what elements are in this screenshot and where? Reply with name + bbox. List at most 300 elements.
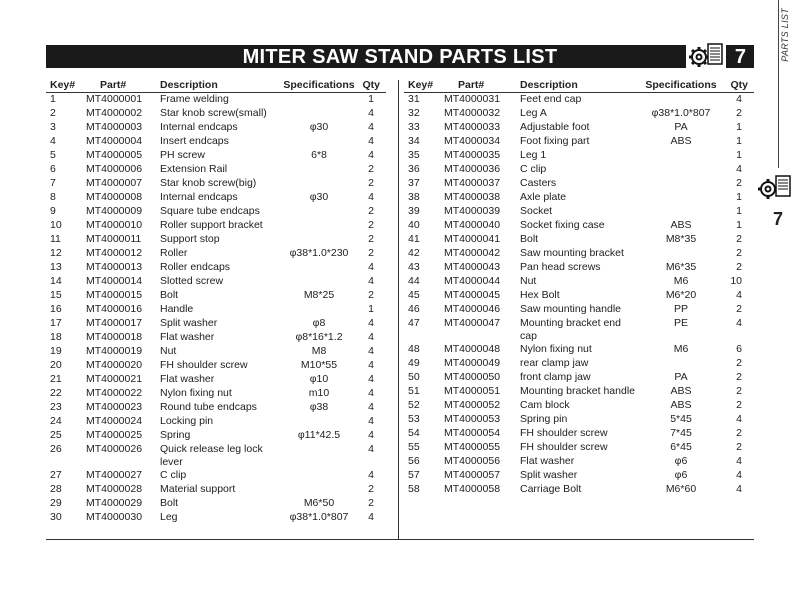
part-quantity: 4: [368, 121, 374, 133]
part-quantity: 4: [736, 483, 742, 495]
part-key: 27: [50, 469, 62, 481]
part-quantity: 4: [368, 359, 374, 371]
part-quantity: 2: [736, 303, 742, 315]
table-row: [46, 345, 386, 359]
part-key: 24: [50, 415, 62, 427]
table-row: [46, 303, 386, 317]
part-specification: [280, 415, 358, 429]
part-key: 19: [50, 345, 62, 357]
part-key: 58: [408, 483, 420, 495]
part-quantity: 4: [368, 511, 374, 523]
table-row: [46, 177, 386, 191]
part-number: MT4000009: [86, 205, 143, 217]
table-row: [46, 401, 386, 415]
part-quantity: 2: [736, 427, 742, 439]
part-description: Feet end cap: [520, 93, 582, 105]
table-row: [46, 373, 386, 387]
section-number: 7: [734, 46, 746, 68]
part-specification: 6*45: [670, 441, 692, 453]
part-specification: M6: [673, 275, 689, 287]
side-tab-line: [778, 0, 779, 168]
part-quantity: 2: [368, 497, 374, 509]
part-specification: φ38*1.0*807: [289, 511, 349, 523]
part-quantity: 4: [368, 317, 374, 329]
part-description: Flat washer: [160, 331, 215, 343]
part-quantity: 4: [368, 331, 374, 343]
part-description: C clip: [160, 469, 187, 481]
part-specification: ABS: [670, 399, 692, 411]
table-row: [46, 331, 386, 345]
part-key: 11: [50, 233, 61, 245]
part-key: 9: [50, 205, 56, 217]
part-specification: PA: [674, 121, 688, 133]
header-qty: Qty: [724, 79, 754, 93]
header-description: Description: [520, 79, 638, 93]
part-quantity: 2: [368, 163, 374, 175]
part-description: Spring: [160, 429, 191, 441]
table-row: [404, 205, 754, 219]
part-number: MT4000011: [86, 233, 142, 245]
part-description: Slotted screw: [160, 275, 224, 287]
part-quantity: 1: [736, 219, 742, 231]
table-row: [46, 121, 386, 135]
part-description: Saw mounting handle: [520, 303, 621, 315]
part-description: Star knob screw(small): [160, 107, 267, 119]
table-row: [404, 135, 754, 149]
part-specification: [280, 469, 358, 483]
part-description: Support stop: [160, 233, 220, 245]
part-quantity: 1: [736, 135, 742, 147]
part-number: MT4000014: [86, 275, 143, 287]
part-specification: φ8: [312, 317, 326, 329]
table-row: [404, 343, 754, 357]
part-number: MT4000039: [444, 205, 501, 217]
part-description: Handle: [160, 303, 194, 315]
part-description: Roller endcaps: [160, 261, 231, 273]
part-description: Frame welding: [160, 93, 229, 105]
part-number: MT4000044: [444, 275, 501, 287]
part-number: MT4000020: [86, 359, 143, 371]
part-number: MT4000042: [444, 247, 501, 259]
part-number: MT4000048: [444, 343, 501, 355]
part-specification: [638, 149, 724, 163]
part-number: MT4000036: [444, 163, 501, 175]
part-key: 12: [50, 247, 62, 259]
header-part: Part#: [84, 79, 160, 93]
part-quantity: 2: [736, 371, 742, 383]
table-row: [404, 247, 754, 261]
part-number: MT4000050: [444, 371, 501, 383]
part-key: 32: [408, 107, 420, 119]
title-bar: [46, 45, 754, 68]
table-row: [46, 233, 386, 247]
part-key: 49: [408, 357, 420, 369]
part-quantity: 4: [368, 415, 374, 427]
part-description: Hex Bolt: [520, 289, 560, 301]
table-row: [46, 149, 386, 163]
table-row: [46, 93, 386, 108]
part-key: 53: [408, 413, 420, 425]
part-number: MT4000046: [444, 303, 501, 315]
part-number: MT4000018: [86, 331, 143, 343]
part-description: Roller: [160, 247, 188, 259]
part-specification: M6*20: [665, 289, 697, 301]
part-key: 48: [408, 343, 420, 355]
part-key: 31: [408, 93, 420, 105]
table-row: [46, 163, 386, 177]
part-specification: φ10: [309, 373, 329, 385]
part-quantity: 4: [368, 373, 374, 385]
part-description: Internal endcaps: [160, 121, 238, 133]
part-number: MT4000041: [444, 233, 501, 245]
part-number: MT4000004: [86, 135, 143, 147]
part-key: 13: [50, 261, 62, 273]
part-number: MT4000027: [86, 469, 143, 481]
table-row: [404, 233, 754, 247]
part-specification: M6*50: [303, 497, 335, 509]
part-description: Foot fixing part: [520, 135, 590, 147]
part-specification: m10: [308, 387, 330, 399]
part-key: 22: [50, 387, 62, 399]
part-number: MT4000034: [444, 135, 501, 147]
table-row: [404, 469, 754, 483]
part-specification: M10*55: [300, 359, 338, 371]
part-number: MT4000038: [444, 191, 501, 203]
part-key: 1: [50, 93, 56, 105]
part-key: 30: [50, 511, 62, 523]
part-key: 21: [50, 373, 62, 385]
table-row: [46, 483, 386, 497]
column-divider: [398, 80, 399, 540]
part-number: MT4000052: [444, 399, 501, 411]
part-specification: φ11*42.5: [297, 429, 341, 441]
table-row: [46, 289, 386, 303]
part-quantity: 2: [368, 247, 374, 259]
part-number: MT4000056: [444, 455, 501, 467]
table-row: [46, 191, 386, 205]
part-key: 41: [408, 233, 420, 245]
part-quantity: 1: [736, 149, 742, 161]
part-specification: [638, 93, 724, 108]
part-number: MT4000030: [86, 511, 143, 523]
part-number: MT4000010: [86, 219, 143, 231]
part-number: MT4000013: [86, 261, 143, 273]
part-description: Round tube endcaps: [160, 401, 257, 413]
part-quantity: 1: [736, 121, 742, 133]
part-specification: [638, 205, 724, 219]
part-description: Carriage Bolt: [520, 483, 582, 495]
part-number: MT4000057: [444, 469, 501, 481]
part-key: 39: [408, 205, 420, 217]
part-number: MT4000032: [444, 107, 501, 119]
part-number: MT4000047: [444, 317, 501, 329]
part-quantity: 2: [736, 261, 742, 273]
table-row: [404, 163, 754, 177]
part-description: Casters: [520, 177, 557, 189]
part-quantity: 2: [368, 205, 374, 217]
part-specification: PE: [673, 317, 688, 329]
part-key: 14: [50, 275, 62, 287]
part-number: MT4000035: [444, 149, 501, 161]
part-key: 4: [50, 135, 56, 147]
part-quantity: 2: [736, 233, 742, 245]
part-specification: φ38*1.0*230: [289, 247, 349, 259]
part-description: FH shoulder screw: [520, 427, 608, 439]
part-quantity: 2: [368, 219, 374, 231]
table-row: [46, 107, 386, 121]
part-quantity: 4: [368, 275, 374, 287]
part-key: 26: [50, 443, 62, 455]
part-specification: [638, 163, 724, 177]
part-quantity: 2: [368, 483, 374, 495]
part-number: MT4000025: [86, 429, 143, 441]
part-specification: [280, 233, 358, 247]
part-key: 2: [50, 107, 56, 119]
part-description: Adjustable foot: [520, 121, 590, 133]
part-number: MT4000055: [444, 441, 501, 453]
part-quantity: 4: [736, 93, 742, 105]
part-key: 34: [408, 135, 420, 147]
part-quantity: 4: [736, 413, 742, 425]
part-number: MT4000033: [444, 121, 501, 133]
part-description: Axle plate: [520, 191, 567, 203]
bottom-rule: [46, 539, 754, 540]
part-quantity: 4: [736, 455, 742, 467]
part-specification: φ38: [309, 401, 329, 413]
part-specification: [638, 247, 724, 261]
part-number: MT4000045: [444, 289, 501, 301]
part-key: 52: [408, 399, 420, 411]
table-row: [46, 497, 386, 511]
part-description: Square tube endcaps: [160, 205, 260, 217]
part-specification: φ30: [309, 121, 329, 133]
part-description: Flat washer: [160, 373, 215, 385]
header-specifications: Specifications: [638, 79, 724, 93]
part-quantity: 4: [368, 191, 374, 203]
table-row: [404, 441, 754, 455]
side-section-number: 7: [773, 209, 784, 229]
part-number: MT4000037: [444, 177, 501, 189]
part-quantity: 4: [368, 345, 374, 357]
header-part: Part#: [440, 79, 520, 93]
part-key: 29: [50, 497, 62, 509]
table-row: [404, 357, 754, 371]
part-description: Pan head screws: [520, 261, 601, 273]
part-key: 28: [50, 483, 62, 495]
part-description: Mounting bracket end cap: [520, 317, 621, 342]
part-description: Socket fixing case: [520, 219, 605, 231]
side-tab-label: PARTS LIST: [780, 8, 790, 62]
part-number: MT4000016: [86, 303, 143, 315]
part-specification: 5*45: [670, 413, 692, 425]
part-description: rear clamp jaw: [520, 357, 589, 369]
table-row: [404, 149, 754, 163]
part-number: MT4000024: [86, 415, 143, 427]
part-quantity: 4: [736, 469, 742, 481]
part-quantity: 2: [736, 177, 742, 189]
part-description: Bolt: [520, 233, 539, 245]
part-specification: 6*8: [311, 149, 327, 161]
part-key: 45: [408, 289, 420, 301]
part-quantity: 4: [368, 443, 374, 455]
gear-document-icon: [756, 172, 792, 204]
part-specification: [280, 93, 358, 108]
part-number: MT4000028: [86, 483, 143, 495]
header-specifications: Specifications: [280, 79, 358, 93]
part-description: Roller support bracket: [160, 219, 263, 231]
part-specification: ABS: [670, 219, 692, 231]
page-title: MITER SAW STAND PARTS LIST: [242, 46, 558, 68]
part-specification: M6*35: [665, 261, 697, 273]
part-description: Quick release leg lock lever: [160, 443, 263, 468]
part-specification: ABS: [670, 385, 692, 397]
table-row: [404, 121, 754, 135]
part-description: Locking pin: [160, 415, 214, 427]
part-key: 20: [50, 359, 62, 371]
table-row: [404, 385, 754, 399]
part-specification: φ30: [309, 191, 329, 203]
table-row: [46, 387, 386, 401]
part-number: MT4000019: [86, 345, 143, 357]
table-row: [46, 317, 386, 331]
part-number: MT4000029: [86, 497, 143, 509]
part-quantity: 6: [736, 343, 742, 355]
part-quantity: 4: [368, 401, 374, 413]
part-number: MT4000053: [444, 413, 501, 425]
part-number: MT4000043: [444, 261, 501, 273]
part-description: Leg: [160, 511, 178, 523]
part-number: MT4000022: [86, 387, 143, 399]
part-specification: PP: [673, 303, 688, 315]
part-key: 23: [50, 401, 62, 413]
part-key: 51: [408, 385, 420, 397]
part-quantity: 2: [368, 177, 374, 189]
part-specification: [280, 219, 358, 233]
part-key: 36: [408, 163, 420, 175]
part-description: Bolt: [160, 289, 179, 301]
table-row: [404, 275, 754, 289]
table-row: [404, 317, 754, 343]
gear-document-icon: [686, 40, 726, 70]
part-number: MT4000017: [86, 317, 143, 329]
table-row: [46, 415, 386, 429]
table-row: [404, 399, 754, 413]
part-description: Star knob screw(big): [160, 177, 257, 189]
header-key: Key#: [46, 79, 84, 93]
part-quantity: 1: [736, 191, 742, 203]
part-key: 5: [50, 149, 56, 161]
part-key: 6: [50, 163, 56, 175]
part-key: 54: [408, 427, 420, 439]
table-row: [46, 205, 386, 219]
part-specification: [280, 205, 358, 219]
part-quantity: 2: [736, 107, 742, 119]
table-row: [404, 303, 754, 317]
part-quantity: 4: [736, 163, 742, 175]
part-description: Nut: [520, 275, 537, 287]
part-number: MT4000008: [86, 191, 143, 203]
part-key: 15: [50, 289, 62, 301]
part-specification: M8*35: [665, 233, 697, 245]
part-quantity: 4: [368, 135, 374, 147]
part-specification: [280, 483, 358, 497]
part-description: C clip: [520, 163, 547, 175]
part-quantity: 4: [736, 289, 742, 301]
part-number: MT4000040: [444, 219, 501, 231]
part-description: Socket: [520, 205, 553, 217]
table-row: [404, 371, 754, 385]
part-number: MT4000003: [86, 121, 143, 133]
table-row: [46, 511, 386, 525]
part-key: 57: [408, 469, 420, 481]
part-specification: φ38*1.0*807: [651, 107, 711, 119]
part-quantity: 1: [368, 303, 374, 315]
part-description: Insert endcaps: [160, 135, 229, 147]
table-row: [404, 427, 754, 441]
part-quantity: 2: [736, 385, 742, 397]
part-description: Nylon fixing nut: [520, 343, 592, 355]
part-quantity: 4: [368, 469, 374, 481]
part-description: Nylon fixing nut: [160, 387, 232, 399]
part-specification: [638, 177, 724, 191]
part-description: Mounting bracket handle: [520, 385, 635, 397]
part-description: Extension Rail: [160, 163, 228, 175]
part-key: 46: [408, 303, 420, 315]
part-number: MT4000031: [444, 93, 501, 105]
part-key: 3: [50, 121, 56, 133]
part-specification: [280, 163, 358, 177]
table-row: [46, 469, 386, 483]
part-quantity: 1: [736, 205, 742, 217]
part-key: 38: [408, 191, 420, 203]
parts-table: [46, 79, 386, 525]
part-key: 56: [408, 455, 420, 467]
table-row: [46, 261, 386, 275]
part-description: Split washer: [160, 317, 218, 329]
part-description: Saw mounting bracket: [520, 247, 624, 259]
part-description: Split washer: [520, 469, 578, 481]
part-number: MT4000023: [86, 401, 143, 413]
part-specification: [280, 303, 358, 317]
parts-table: [404, 79, 754, 497]
part-quantity: 2: [736, 399, 742, 411]
part-number: MT4000058: [444, 483, 501, 495]
part-key: 33: [408, 121, 420, 133]
part-number: MT4000026: [86, 443, 143, 455]
part-specification: φ8*16*1.2: [295, 331, 343, 343]
part-number: MT4000049: [444, 357, 501, 369]
table-row: [46, 247, 386, 261]
part-specification: [638, 357, 724, 371]
table-row: [404, 261, 754, 275]
part-key: 43: [408, 261, 420, 273]
table-row: [404, 219, 754, 233]
part-specification: [280, 261, 358, 275]
part-number: MT4000015: [86, 289, 143, 301]
part-key: 16: [50, 303, 62, 315]
part-key: 10: [50, 219, 62, 231]
part-quantity: 4: [368, 387, 374, 399]
part-key: 42: [408, 247, 420, 259]
part-quantity: 2: [368, 289, 374, 301]
part-description: Cam block: [520, 399, 570, 411]
table-row: [404, 413, 754, 427]
part-specification: φ6: [674, 469, 688, 481]
part-quantity: 4: [368, 261, 374, 273]
table-row: [404, 483, 754, 497]
part-description: Spring pin: [520, 413, 568, 425]
part-specification: [638, 191, 724, 205]
